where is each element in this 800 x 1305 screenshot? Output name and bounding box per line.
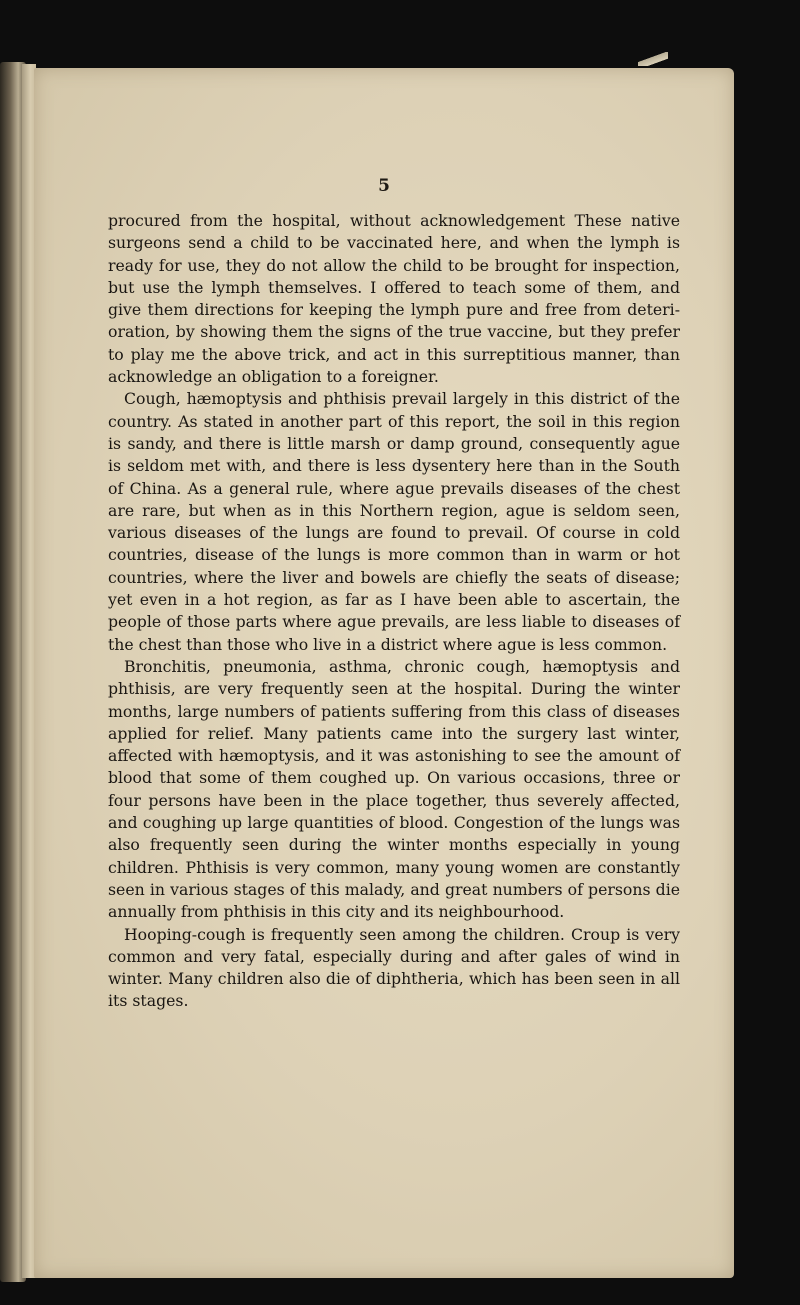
paragraph: procured from the hospital, without acknowledgement These native surgeons send a child to be vaccinated here, and when the lymph is ready for use, they do not allow the child to be brought for inspection, but use the lymph themselves. I offered to teach some of them, and give them directions for keeping the lymph pure and free from deterioration, by showing them the signs of the true vaccine, but they prefer to play me the above trick, and act in this surreptitious manner, than acknowledge an obligation to a foreigner.	[108, 211, 680, 387]
paragraph: Bronchitis, pneumonia, asthma, chronic cough, hæmoptysis and phthisis, are very frequently seen at the hospital. During the winter months, large numbers of patients suffering from this class of diseases applied for relief. Many patients came into the surgery last winter, affected with hæmoptysis, and it was astonishing to see the amount of blood that some of them coughed up. On various occasions, three or four persons have been in the place together, thus severely affected, and coughing up large quantities of blood. Congestion of the lungs was also frequently seen during the winter months especially in young children. Phthisis is very common, many young women are constantly seen in various stages of this malady, and great numbers of persons die annually from phthisis in this city and its neighbourhood.	[108, 656, 680, 922]
page-text-body	[108, 210, 680, 1013]
page-number: 5	[378, 176, 390, 196]
book-page	[34, 68, 734, 1278]
paragraph: Cough, hæmoptysis and phthisis prevail largely in this district of the country. As stated in another part of this report, the soil in this region is sandy, and there is little marsh or damp ground, consequently ague is seldom met with, and there is less dysentery here than in the South of China. As a general rule, where ague prevails diseases of the chest are rare, but when as in this Northern region, ague is seldom seen, various diseases of the lungs are found to prevail. Of course in cold countries, disease of the lungs is more common than in warm or hot countries, where the liver and bowels are chiefly the seats of disease; yet even in a hot region, as far as I have been able to ascertain, the people of those parts where ague prevails, are less liable to diseases of the chest than those who live in a district where ague is less common.	[108, 389, 680, 654]
torn-corner	[638, 52, 668, 66]
paragraph: Hooping-cough is frequently seen among the children. Croup is very common and very fatal, especially during and after gales of wind in winter. Many children also die of diphtheria, which has been seen in all its stages.	[108, 924, 680, 1011]
